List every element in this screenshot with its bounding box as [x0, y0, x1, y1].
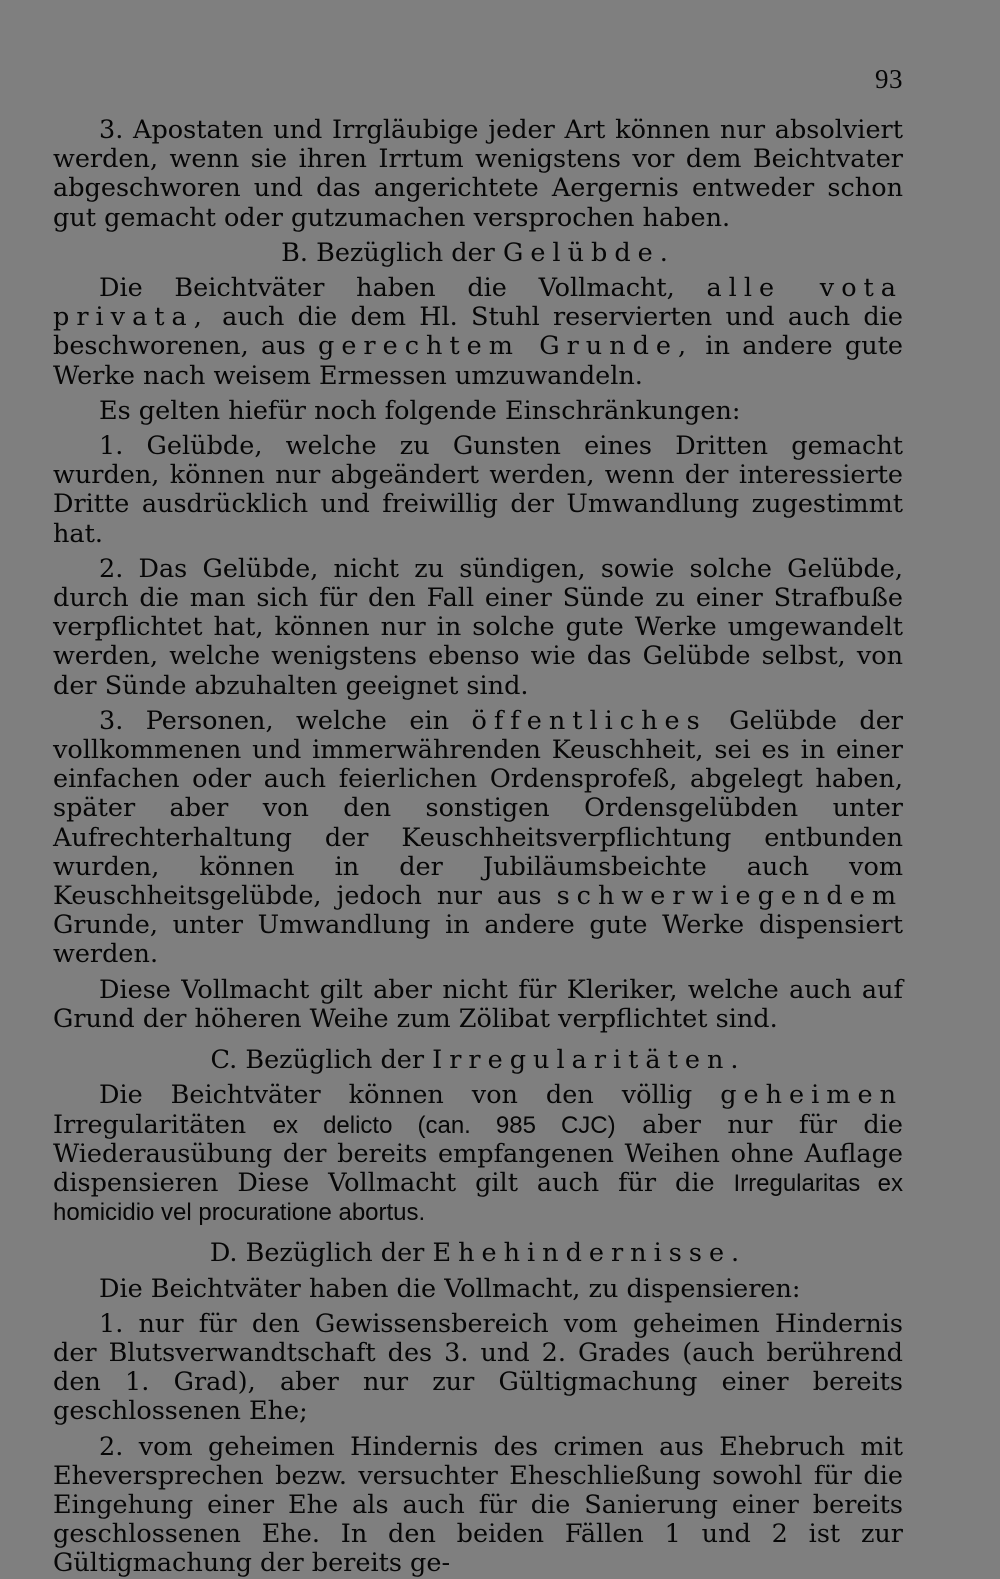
paragraph-apostates: 3. Apostaten und Irrgläubige jeder Art können nur absolviert werden, wenn sie ihren Irrtum wenigstens vor dem Beichtvater abgeschworen und das angerichtete Aergernis entweder schon gut gemacht oder gutzumachen versprochen haben. — [53, 115, 903, 233]
heading-ehehindernisse-prefix: D. Bezüglich der — [209, 1238, 433, 1269]
paragraph-ehe-2: 2. vom geheimen Hindernis des crimen aus Ehebruch mit Eheversprechen bezw. versuchter Eheschließung sowohl für die Eingehung einer Ehe als auch für die Sanierung einer bereits geschlossenen Ehe. In den beiden Fällen 1 und 2 ist zur Gültigmachung der bereits ge- — [53, 1431, 903, 1579]
irreg-antiqua-2: Irregularitas ex homicidio vel procuratione abortus. — [53, 1169, 904, 1227]
page-number: 93 — [875, 64, 903, 94]
paragraph-dispensieren: Die Beichtväter haben die Vollmacht, zu dispensieren: — [99, 1273, 801, 1304]
paragraph-ehe-1: 1. nur für den Gewissensbereich vom geheimen Hindernis der Blutsverwandtschaft des 3. und 2. Grades (auch berührend den 1. Grad), aber nur zur Gültigmachung einer bereits geschlossenen Ehe; — [53, 1308, 903, 1427]
paragraph-gelubde-2: 2. Das Gelübde, nicht zu sündigen, sowie solche Gelübde, durch die man sich für den Fall einer Sünde zu einer Strafbuße verpflichtet hat, können nur in solche gute Werke umgewandelt werden, welche wenigstens ebenso wie das Gelübde selbst, von der Sünde abzuhalten geeignet sind. — [53, 553, 903, 701]
vollmacht-text-1: Die Beichtväter haben die Vollmacht, — [99, 273, 707, 304]
irreg-spaced: geheimen — [720, 1080, 903, 1111]
paragraph-gelubde-3 — [53, 707, 903, 970]
vollmacht-spaced-2: gerechtem Grunde, — [318, 331, 694, 362]
gelubde-3-spaced-1: öffentliches — [471, 705, 707, 736]
gelubde-3-text-a: 3. Personen, welche ein — [99, 705, 472, 736]
gelubde-3-spaced-2: schwerwiegendem — [556, 881, 903, 912]
page-body — [53, 116, 903, 1579]
vollmacht-spaced-1: alle vota privata, — [53, 273, 903, 333]
heading-irregularitaeten — [53, 1046, 903, 1075]
gelubde-3-text-c: Grunde, unter Umwandlung in andere gute Werke dispensiert werden. — [53, 910, 903, 970]
irreg-text-b: Irregularitäten — [53, 1109, 273, 1140]
heading-ehehindernisse-spaced: Ehehindernisse. — [432, 1238, 747, 1269]
paragraph-irregularitaeten — [53, 1081, 903, 1227]
heading-gelubde-spaced: Gelübde. — [502, 237, 675, 268]
heading-ehehindernisse — [53, 1239, 903, 1268]
heading-irregularitaeten-prefix: C. Bezüglich der — [210, 1045, 433, 1076]
heading-irregularitaeten-spaced: Irregularitäten. — [432, 1045, 746, 1076]
irreg-text-c: aber nur für die Wiederausübung der bereits empfangenen Weihen ohne Auflage dispensieren Diese Vollmacht gilt auch für die — [53, 1109, 903, 1198]
paragraph-kleriker: Diese Vollmacht gilt aber nicht für Kleriker, welche auch auf Grund der höheren Weihe zum Zölibat verpflichtet sind. — [53, 974, 903, 1034]
vollmacht-text-2: auch die dem Hl. Stuhl reservierten und auch die beschworenen, aus — [53, 302, 903, 362]
vollmacht-text-3: in andere gute Werke nach weisem Ermessen umzuwandeln. — [53, 331, 903, 391]
paragraph-einschraenkungen: Es gelten hiefür noch folgende Einschränkungen: — [99, 395, 741, 426]
paragraph-vollmacht-gelubde — [53, 274, 903, 391]
irreg-antiqua-1: ex delicto (can. 985 CJC) — [272, 1111, 616, 1139]
paragraph-gelubde-1: 1. Gelübde, welche zu Gunsten eines Dritten gemacht wurden, können nur abgeändert werden, wenn der interessierte Dritte ausdrücklich und freiwillig der Umwandlung zugestimmt hat. — [53, 431, 903, 549]
heading-gelubde — [53, 239, 903, 268]
irreg-text-a: Die Beichtväter können von den völlig — [99, 1080, 721, 1111]
gelubde-3-text-b: Gelübde der vollkommenen und immerwährenden Keuschheit, sei es in einer einfachen oder auch feierlichen Ordensprofeß, abgelegt haben, später aber von den sonstigen Ordensgelübden unter Aufrechterhaltung der Keuschheitsverpflichtung entbunden wurden, können in der Jubiläumsbeichte auch vom Keuschheitsgelübde, jedoch nur aus — [53, 705, 903, 912]
heading-gelubde-prefix: B. Bezüglich der — [281, 237, 503, 268]
